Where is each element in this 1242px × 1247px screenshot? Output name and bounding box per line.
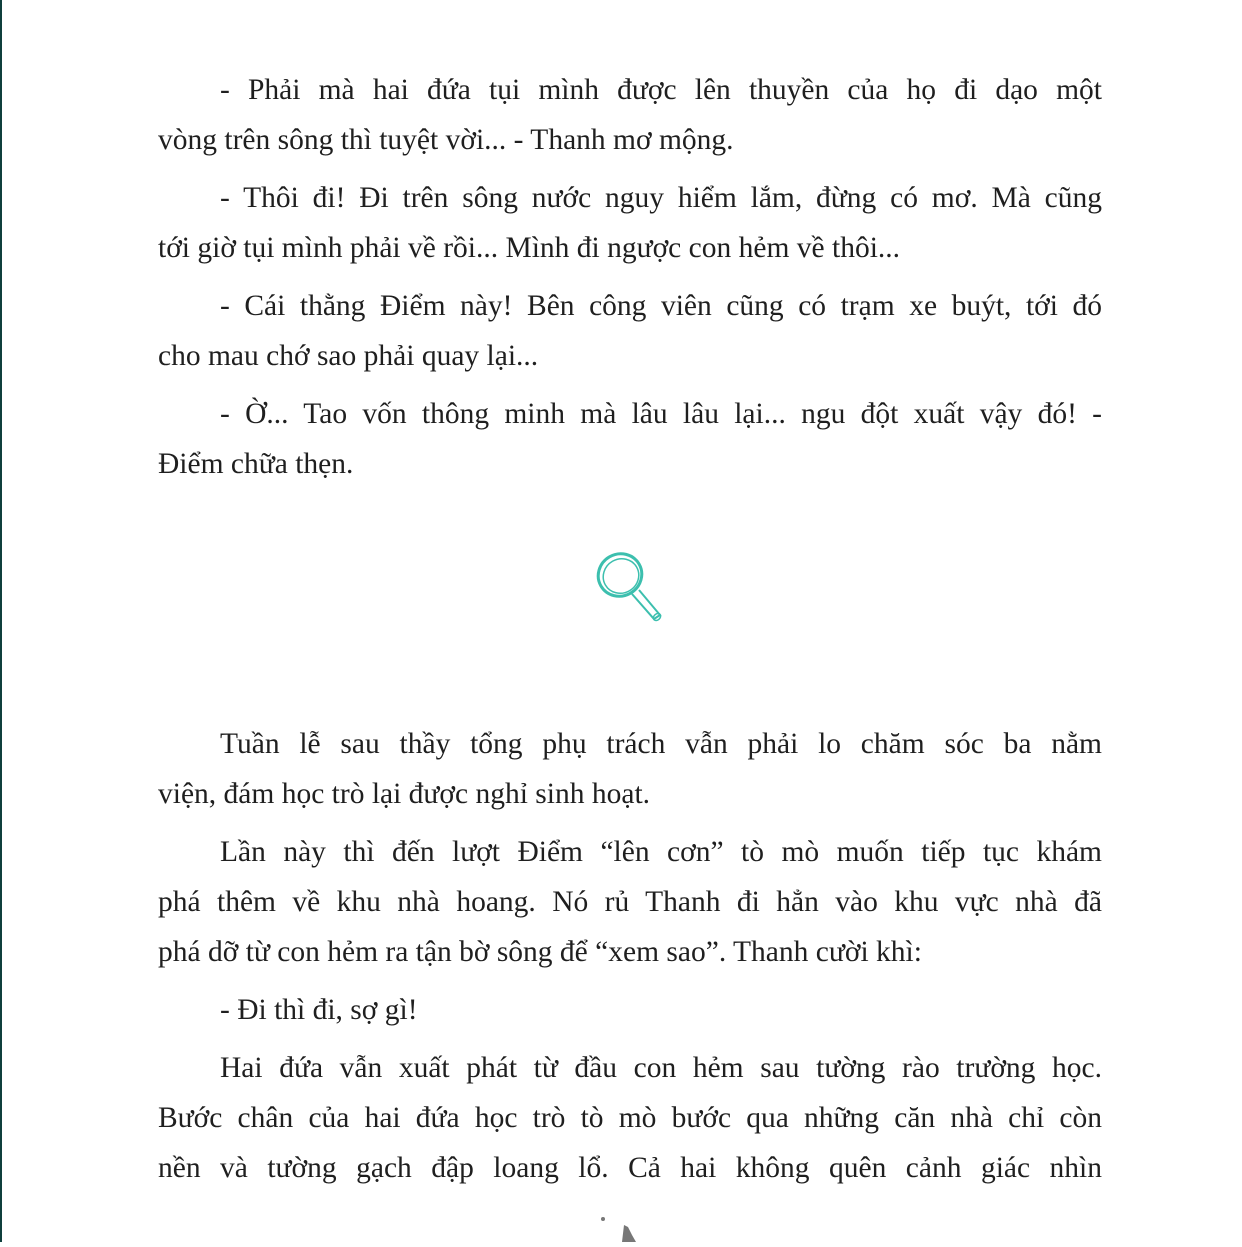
text-line: - Cái thằng Điểm này! Bên công viên cũng có trạm xe buýt, tới đó <box>220 290 1102 322</box>
text-line: Hai đứa vẫn xuất phát từ đầu con hẻm sau tường rào trường học. <box>220 1052 1102 1084</box>
text-line: vòng trên sông thì tuyệt vời... - Thanh mơ mộng. <box>158 124 734 156</box>
text-line: - Thôi đi! Đi trên sông nước nguy hiểm lắm, đừng có mơ. Mà cũng <box>220 182 1102 214</box>
text-line: Lần này thì đến lượt Điểm “lên cơn” tò mò muốn tiếp tục khám <box>220 836 1102 868</box>
paragraph <box>158 827 1102 977</box>
paragraph <box>158 281 1102 381</box>
text-line: Tuần lễ sau thầy tổng phụ trách vẫn phải lo chăm sóc ba nằm <box>220 728 1102 760</box>
text-line: - Ờ... Tao vốn thông minh mà lâu lâu lại... ngu đột xuất vậy đó! - <box>220 398 1102 430</box>
text-line: Bước chân của hai đứa học trò tò mò bước qua những căn nhà chỉ còn <box>158 1102 1102 1134</box>
magnifying-glass-icon <box>590 545 670 630</box>
text-line: tới giờ tụi mình phải về rồi... Mình đi ngược con hẻm về thôi... <box>158 232 901 264</box>
paragraph <box>158 719 1102 819</box>
paragraph <box>158 389 1102 489</box>
paragraph <box>158 985 1102 1035</box>
paragraph <box>158 1043 1102 1193</box>
text-line: nền và tường gạch đập loang lổ. Cả hai không quên cảnh giác nhìn <box>158 1152 1102 1184</box>
text-line: phá thêm về khu nhà hoang. Nó rủ Thanh đi hẳn vào khu vực nhà đã <box>158 886 1102 918</box>
page-edge <box>0 0 2 1242</box>
text-section-2 <box>158 719 1102 1201</box>
text-line: - Phải mà hai đứa tụi mình được lên thuyền của họ đi dạo một <box>220 74 1102 106</box>
text-line: Điểm chữa thẹn. <box>158 448 354 480</box>
text-line: phá dỡ từ con hẻm ra tận bờ sông để “xem sao”. Thanh cười khì: <box>158 936 922 968</box>
ink-smudge <box>600 1215 640 1247</box>
text-section-1 <box>158 65 1102 497</box>
paragraph <box>158 65 1102 165</box>
text-line: - Đi thì đi, sợ gì! <box>220 994 418 1026</box>
text-line: cho mau chớ sao phải quay lại... <box>158 340 539 372</box>
text-line: viện, đám học trò lại được nghỉ sinh hoạt. <box>158 778 651 810</box>
paragraph <box>158 173 1102 273</box>
